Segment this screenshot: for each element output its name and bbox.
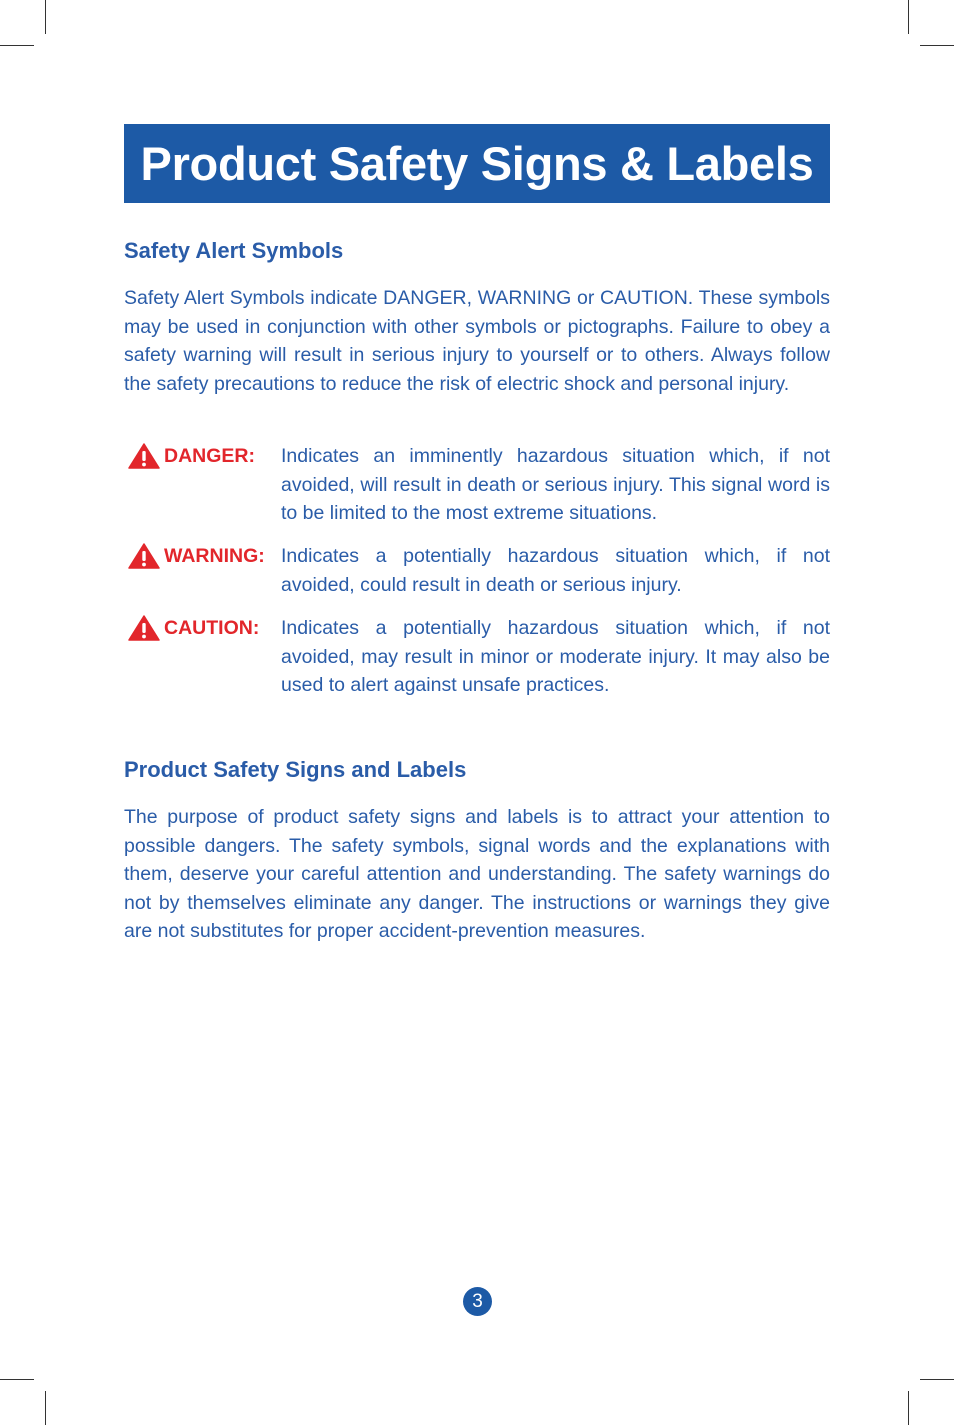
warning-triangle-icon xyxy=(128,615,160,641)
section-heading-product-safety-signs: Product Safety Signs and Labels xyxy=(124,757,467,782)
page-number-badge xyxy=(463,1287,492,1316)
warning-triangle-icon xyxy=(128,543,160,569)
crop-mark xyxy=(0,45,34,46)
signal-label: WARNING: xyxy=(164,544,265,567)
crop-mark xyxy=(0,1379,34,1380)
crop-mark xyxy=(920,1379,954,1380)
signal-description: Indicates a potentially hazardous situation which, if not avoided, could result in death or serious injury. xyxy=(281,545,830,596)
signal-tag xyxy=(128,442,255,470)
safety-alert-intro: Safety Alert Symbols indicate DANGER, WARNING or CAUTION. These symbols may be used in conjunction with other symbols or pictographs. Failure to obey a safety warning will result in serious injury to yourself or to others. Always follow the safety precautions to reduce the risk of electric shock and personal injury. xyxy=(124,287,830,395)
page-title: Product Safety Signs & Labels xyxy=(140,137,814,190)
crop-mark xyxy=(45,0,46,34)
warning-triangle-icon xyxy=(128,443,160,469)
crop-mark xyxy=(920,45,954,46)
signal-label: CAUTION: xyxy=(164,616,260,639)
crop-mark xyxy=(908,1391,909,1425)
signal-label: DANGER: xyxy=(164,444,255,467)
page-number: 3 xyxy=(472,1290,483,1312)
signal-tag xyxy=(128,614,259,642)
crop-mark xyxy=(45,1391,46,1425)
title-banner xyxy=(124,124,830,203)
crop-mark xyxy=(908,0,909,34)
product-safety-paragraph: The purpose of product safety signs and labels is to attract your attention to possible dangers. The safety symbols, signal words and the explanations with them, deserve your careful attention and understanding. The safety warnings do not by themselves eliminate any danger. The instructions or warnings they give are not substitutes for proper accident-prevention measures. xyxy=(124,806,830,942)
signal-description: Indicates a potentially hazardous situation which, if not avoided, may result in minor or moderate injury. It may also be used to alert against unsafe practices. xyxy=(281,617,830,696)
signal-description: Indicates an imminently hazardous situation which, if not avoided, will result in death or serious injury. This signal word is to be limited to the most extreme situations. xyxy=(281,445,830,524)
section-heading-safety-alert-symbols: Safety Alert Symbols xyxy=(124,238,344,263)
signal-tag xyxy=(128,542,265,570)
